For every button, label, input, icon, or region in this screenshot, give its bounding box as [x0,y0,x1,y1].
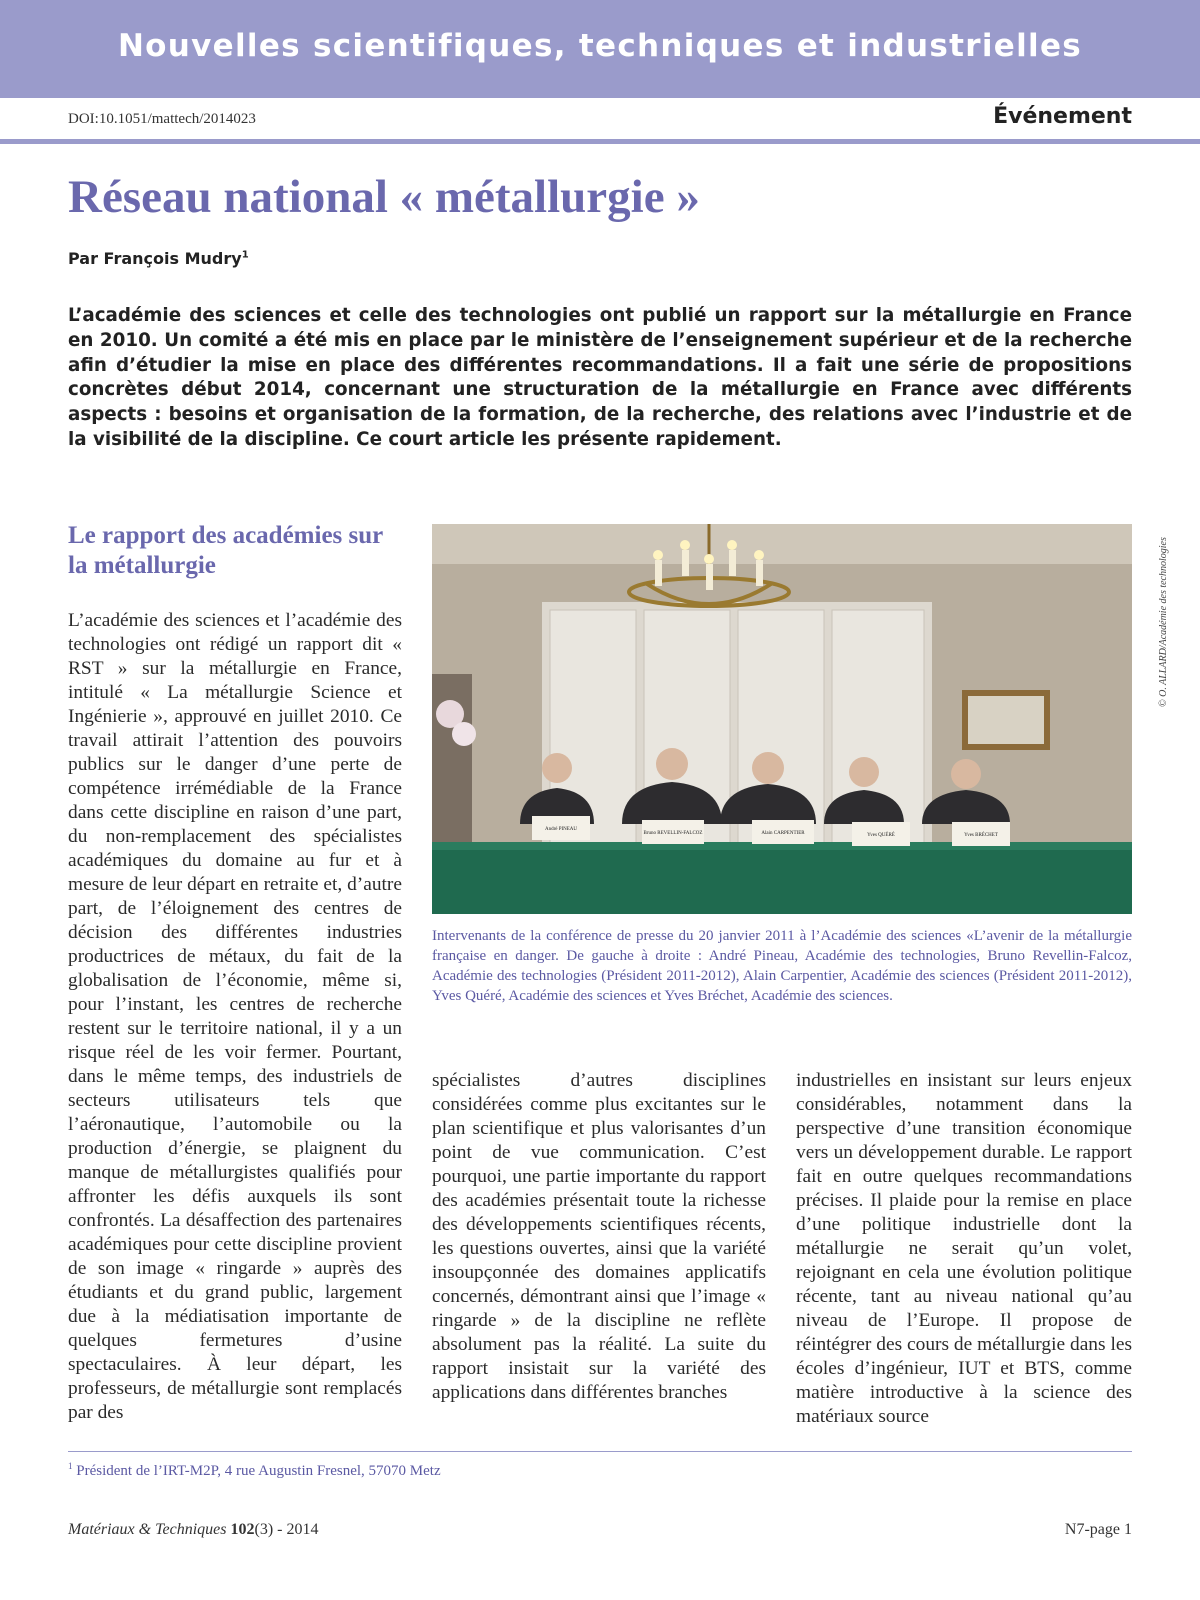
name-card-1: André PINEAU [544,827,578,832]
byline [68,249,249,268]
footnote-marker: 1 [68,1461,73,1471]
doi: DOI:10.1051/mattech/2014023 [68,111,256,127]
footnote-text: Président de l’IRT-M2P, 4 rue Augustin Fresnel, 57070 Metz [76,1463,441,1479]
footnote [68,1461,441,1480]
body-column-3: industrielles en insistant sur leurs enjeux considérables, notamment dans la perspective d’une transition économique vers un développement durable. Le rapport fait en outre quelques recommandations précises. Il plaide pour la remise en place d’une politique industrielle dont la métallurgie ne serait qu’un volet, rejoignant en cela une évolution politique récente, tant au niveau national qu’au niveau de l’Europe. Il propose de réintégrer des cours de métallurgie dans les écoles d’ingénieur, IUT et BTS, comme matière introductive à la science des matériaux source [796,1070,1132,1427]
photo-credit [1146,527,1169,707]
article-title: Réseau national « métallurgie » [68,171,700,223]
header-rule [0,139,1200,144]
footnote-rule [68,1451,1132,1452]
journal-banner [0,0,1200,98]
name-card-3: Alain CARPENTIER [761,831,805,836]
banner-title: Nouvelles scientifiques, techniques et industrielles [117,28,1083,64]
body-column-1: L’académie des sciences et l’académie des technologies ont rédigé un rapport dit « RST » sur la métallurgie en France, intitulé « La métallurgie Science et Ingénierie », approuvé en juillet 2010. Ce travail attirait l’attention des pouvoirs publics sur le danger d’une perte de compétence irrémédiable de la France dans cette discipline en raison d’une part, du non-remplacement des spécialistes académiques du domaine au fur et à mesure de leur départ en retraite et, d’autre part, de l’éloignement des centres de décision des différentes industries productrices de métaux, du fait de la globalisation de l’économie, même si, pour l’instant, les centres de recherche restent sur le territoire national, il y a un risque réel de les voir fermer. Pourtant, dans le même temps, des industriels de secteurs utilisateurs tels que l’aéronautique, l’automobile ou la production d’énergie, se plaignent du manque de métallurgistes qualifiés pour affronter les défis auxquels ils sont confrontés. La désaffection des partenaires académiques pour cette discipline provient de son image « ringarde » auprès des étudiants et du grand public, largement due à la médiatisation importante de quelques fermetures d’usine spectaculaires. À leur départ, les professeurs, de métallurgie sont remplacés par des [68,610,402,1423]
journal-issue: (3) - 2014 [254,1521,319,1538]
abstract: L’académie des sciences et celle des technologies ont publié un rapport sur la métallurgie en France en 2010. Un comité a été mis en place par le ministère de l’enseignement supérieur et de la recherche afin d’étudier la mise en place des différentes recommandations. Il a fait une série de propositions concrètes début 2014, concernant une structuration de la métallurgie en France avec différents aspects : besoins et organisation de la formation, de la recherche, des relations avec l’industrie et de la visibilité de la discipline. Ce court article les présente rapidement. [68,305,1132,450]
page-number: N7-page 1 [1064,1521,1132,1538]
section-label: Événement [993,104,1132,129]
journal-citation [68,1521,318,1539]
journal-name: Matériaux & Techniques [68,1521,227,1538]
figure-caption: Intervenants de la conférence de presse du 20 janvier 2011 à l’Académie des sciences «L’avenir de la métallurgie française en danger. De gauche à droite : André Pineau, Académie des technologies, Bruno Revellin-Falcoz, Académie des technologies (Président 2011-2012), Alain Carpentier, Académie des sciences (Président 2011-2012), Yves Quéré, Académie des sciences et Yves Bréchet, Académie des sciences. [432,928,1132,1004]
name-card-4: Yves QUÉRÉ [867,833,895,838]
section-heading: Le rapport des académies sur la métallurgie [68,522,383,579]
journal-volume: 102 [230,1521,255,1538]
author: Par François Mudry [68,249,242,268]
photo-credit-text: © O. ALLARD/Académie des technologies [1158,537,1169,707]
name-card-2: Bruno REVELLIN-FALCOZ [643,831,703,836]
body-column-2: spécialistes d’autres disciplines considérées comme plus excitantes sur le plan scientifique et plus valorisantes d’un point de vue communication. C’est pourquoi, une partie importante du rapport des académies présentait toute la richesse des développements scientifiques récents, les questions ouvertes, ainsi que la variété insoupçonnée des domaines applicatifs concernés, démontrant ainsi que l’image « ringarde » de la discipline ne reflète absolument pas la réalité. La suite du rapport insistait sur la variété des applications dans différentes branches [432,1070,766,1403]
name-card-5: Yves BRÉCHET [964,833,998,838]
conference-photo [432,524,1132,914]
author-note-marker: 1 [241,249,249,261]
